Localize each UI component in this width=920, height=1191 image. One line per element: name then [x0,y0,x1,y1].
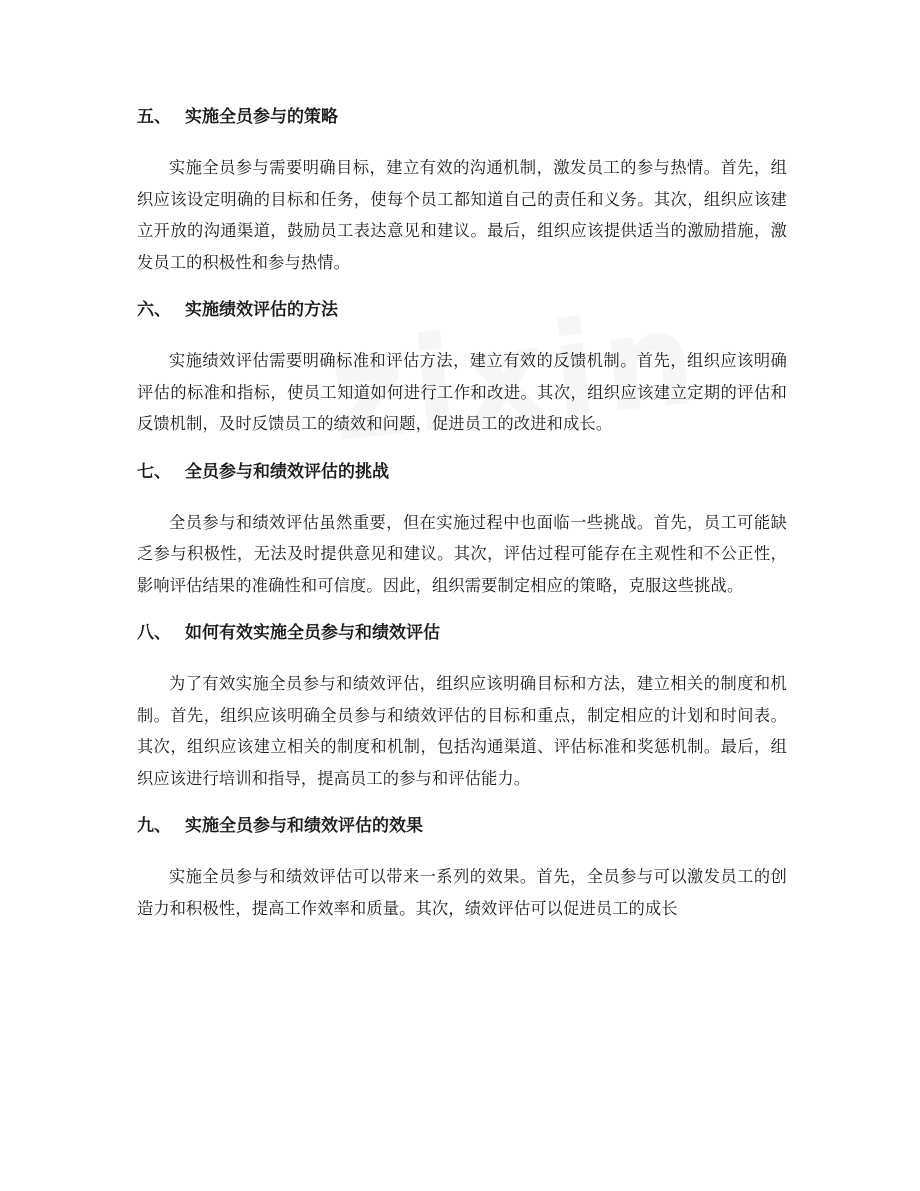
section-paragraph: 为了有效实施全员参与和绩效评估，组织应该明确目标和方法，建立相关的制度和机制。首先，组织应该明确全员参与和绩效评估的目标和重点，制定相应的计划和时间表。其次，组织应该建立相关的制度和机制，包括沟通渠道、评估标准和奖惩机制。最后，组织应该进行培训和指导，提高员工的参与和评估能力。 [137,674,787,788]
section-number: 六、 [137,300,171,320]
section-heading [137,459,787,485]
section-5 [137,104,787,278]
section-title: 实施全员参与的策略 [185,107,338,127]
section-heading [137,104,787,130]
section-heading [137,620,787,646]
document-content [137,104,787,943]
section-number: 五、 [137,107,171,127]
section-title: 全员参与和绩效评估的挑战 [185,461,389,482]
section-paragraph: 实施全员参与需要明确目标，建立有效的沟通机制，激发员工的参与热情。首先，组织应该设定明确的目标和任务，使每个员工都知道自己的责任和义务。其次，组织应该建立开放的沟通渠道，鼓励员工表达意见和建议。最后，组织应该提供适当的激励措施，激发员工的积极性和参与热情。 [137,158,787,272]
section-number: 九、 [137,816,171,836]
section-6 [137,297,787,440]
section-number: 八、 [137,623,171,643]
section-paragraph: 实施全员参与和绩效评估可以带来一系列的效果。首先，全员参与可以激发员工的创造力和积极性，提高工作效率和质量。其次，绩效评估可以促进员工的成长 [137,867,787,918]
section-title: 实施全员参与和绩效评估的效果 [185,816,423,836]
section-9 [137,813,787,924]
section-paragraph: 实施绩效评估需要明确标准和评估方法，建立有效的反馈机制。首先，组织应该明确评估的标准和指标，使员工知道如何进行工作和改进。其次，组织应该建立定期的评估和反馈机制，及时反馈员工的绩效和问题，促进员工的改进和成长。 [137,351,787,433]
section-paragraph: 全员参与和绩效评估虽然重要，但在实施过程中也面临一些挑战。首先，员工可能缺乏参与积极性，无法及时提供意见和建议。其次，评估过程可能存在主观性和不公正性，影响评估结果的准确性和可信度。因此，组织需要制定相应的策略，克服这些挑战。 [137,512,787,595]
section-title: 如何有效实施全员参与和绩效评估 [185,623,440,643]
section-number: 七、 [137,461,171,482]
section-title: 实施绩效评估的方法 [185,300,338,320]
section-heading [137,297,787,323]
section-heading [137,813,787,839]
section-7 [137,459,787,602]
section-8 [137,620,787,794]
